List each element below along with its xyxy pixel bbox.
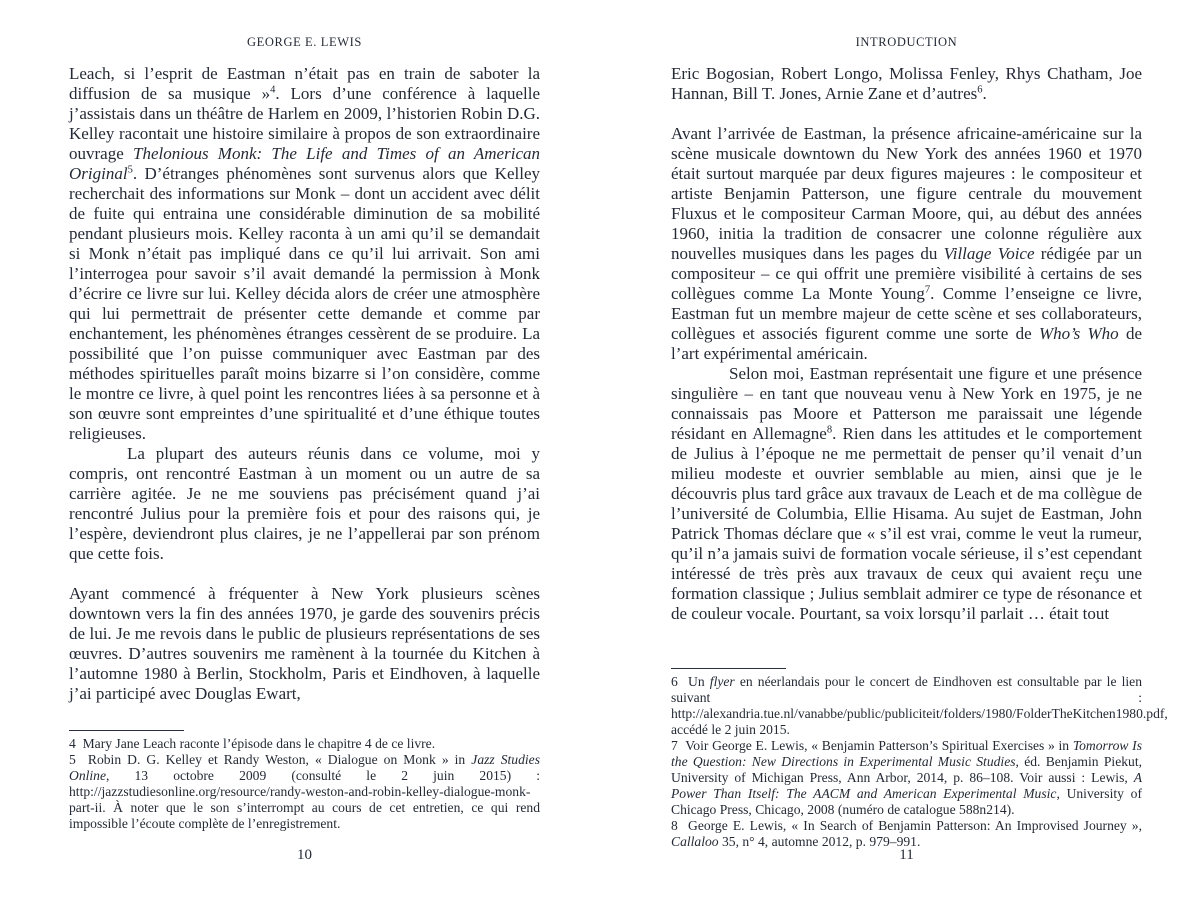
paragraph [671,124,1142,364]
text-run: Who’s Who [1038,324,1119,343]
footnote [671,738,1142,818]
left-footnotes [69,736,540,832]
footnote-separator [69,730,184,731]
footnote-reference: 4 [270,84,276,96]
footnote [69,752,540,832]
text-run: 8 George E. Lewis, « In Search of Benjamin Patterson: An Improvised Journey », [671,818,1142,833]
text-run: Callaloo [671,834,719,849]
footnote [671,818,1142,850]
paragraph [69,64,540,444]
paragraph [69,444,540,564]
text-run: . D’étranges phénomènes sont survenus alors que Kelley recherchait des informations sur Monk – dont un accident avec délit de fuite qui entraina une considérable diminution de sa mobilité pendant plusieurs mois. Kelley raconta à un ami qu’il se demandait si Monk n’était pas impliqué dans ce qu’il lui arrivait. Son ami l’interrogea pour savoir s’il avait demandé la permission à Monk d’écrire ce livre sur lui. Kelley décida alors de créer une atmosphère qui lui permettrait de présenter cette demande et comme par enchantement, les phénomènes étranges cessèrent de se produire. La possibilité que l’on puisse communiquer avec Eastman par des méthodes spirituelles paraît moins bizarre si l’on considère, comme le montre ce livre, à quel point les rencontres liées à sa personne et à son œuvre sont empreintes d’une spiritualité et d’une éthique toutes religieuses. [69,164,540,443]
text-run: Thelonious Monk: The Life and Times of an American Original [69,144,540,183]
text-run: . Comme l’enseigne ce livre, Eastman fut un membre majeur de cette scène et ses collaborateurs, collègues et associés figurent comme une sorte de [671,284,1143,343]
text-run: Village Voice [943,244,1035,263]
paragraph [69,584,540,704]
left-body-text [69,64,540,704]
text-run: 4 Mary Jane Leach raconte l’épisode dans le chapitre 4 de ce livre. [69,736,436,751]
left-page [69,0,540,904]
text-run: , 13 octobre 2009 (consulté le 2 juin 2015) : http://jazzstudiesonline.org/resource/randy-weston-and-robin-kelley-dialogue-monk-part-ii. À noter que le son s’interrompt au cours de cet entretien, ce qui rend impossible l’écoute complète de l’enregistrement. [69,768,540,831]
footnote-reference: 8 [826,424,833,436]
running-header-right: INTRODUCTION [855,35,958,49]
text-run: , University of Chicago Press, Chicago, 2008 (numéro de catalogue 588n214). [671,786,1142,817]
text-run: A Power Than Itself: The AACM and American Experimental Music [671,770,1142,801]
right-footnotes [671,674,1168,850]
text-run: Jazz Studies Online [69,752,541,783]
text-run: . [982,84,987,103]
text-run: Leach, si l’esprit de Eastman n’était pas en train de saboter la diffusion de sa musique » [69,64,540,103]
footnote [671,674,1168,738]
text-run: 7 Voir George E. Lewis, « Benjamin Patterson’s Spiritual Exercises » in [671,738,1073,753]
text-run: Ayant commencé à fréquenter à New York plusieurs scènes downtown vers la fin des années 1970, je garde des souvenirs précis de lui. Je me revois dans le public de plusieurs représentations de ses œuvres. D’autres souvenirs me ramènent à la tournée du Kitchen à l’automne 1980 à Berlin, Stockholm, Paris et Eindhoven, à laquelle j’ai participé avec Douglas Ewart, [69,584,540,703]
text-run: 35, n° 4, automne 2012, p. 979–991. [718,834,921,849]
text-run: . Rien dans les attitudes et le comportement de Julius à l’époque ne me permettait de penser qu’il venait d’un milieu modeste et ouvrier semblable au mien, ainsi que je le découvris plus tard grâce aux travaux de Leach et de ma collègue de l’université de Columbia, Ellie Hisama. Au sujet de Eastman, John Patrick Thomas déclare que « s’il est vrai, comme le veut la rumeur, qu’il n’a jamais suivi de formation vocale sérieuse, il s’est cependant intéressé de très près aux travaux de ceux qui avaient reçu une formation classique ; Julius semblait admirer ce type de résonance et de couleur vocale. Pourtant, sa voix lorsqu’il parlait … était tout [671,424,1142,623]
text-run: rédigée par un compositeur – ce qui offrit une première visibilité à certains de ses collègues comme La Monte Young [671,244,1142,303]
footnote [69,736,540,752]
paragraph [671,364,1142,624]
text-run: , éd. Benjamin Piekut, University of Michigan Press, Ann Arbor, 2014, p. 86–108. Voir aussi : Lewis, [671,754,1142,785]
text-run: Selon moi, Eastman représentait une figure et une présence singulière – en tant que nouveau venu à New York en 1975, je ne connaissais pas Moore et Patterson me paraissait une légende résidant en Allemagne [671,364,1142,443]
text-run: . Lors d’une conférence à laquelle j’assistais dans un théâtre de Harlem en 2009, l’historien Robin D.G. Kelley racontait une histoire similaire à propos de son extraordinaire ouvrage [69,84,540,163]
text-run: Avant l’arrivée de Eastman, la présence africaine-américaine sur la scène musicale downtown du New York des années 1960 et 1970 était surtout marquée par deux figures majeures : le compositeur et artiste Benjamin Patterson, une figure centrale du mouvement Fluxus et le compositeur Carman Moore, qui, au début des années 1960, initia la tradition de consacrer une colonne régulière aux nouvelles musiques dans les pages du [671,124,1142,263]
text-run: en néerlandais pour le concert de Eindhoven est consultable par le lien suivant : http://alexandria.tue.nl/vanabbe/public/publiciteit/folders/1980/FolderTheKitchen1980.pdf, accédé le 2 juin 2015. [671,674,1168,737]
text-run: Eric Bogosian, Robert Longo, Molissa Fenley, Rhys Chatham, Joe Hannan, Bill T. Jones, Arnie Zane et d’autres [671,64,1142,103]
text-run: La plupart des auteurs réunis dans ce volume, moi y compris, ont rencontré Eastman à un moment ou un autre de sa carrière agitée. Je ne me souviens pas précisément quand j’ai rencontré Julius pour la première fois et pour des raisons qui, je l’espère, deviendront plus claires, je ne l’appellerai par son prénom que cette fois. [69,444,540,563]
page-number-right: 11 [899,847,914,863]
text-run: flyer [709,674,735,689]
footnote-reference: 5 [127,164,133,176]
running-header-left: GEORGE E. LEWIS [247,35,362,49]
right-page [671,0,1168,904]
page-number-left: 10 [297,847,312,863]
footnote-separator [671,668,786,669]
text-run: Tomorrow Is the Question: New Directions in Experimental Music Studies [671,738,1142,769]
text-run: de l’art expérimental américain. [671,324,1142,363]
footnote-reference: 6 [977,84,983,96]
right-body-text [671,64,1142,624]
text-run: 6 Un [671,674,710,689]
footnote-reference: 7 [924,284,931,296]
paragraph [671,64,1142,104]
text-run: 5 Robin D. G. Kelley et Randy Weston, « Dialogue on Monk » in [69,752,472,767]
